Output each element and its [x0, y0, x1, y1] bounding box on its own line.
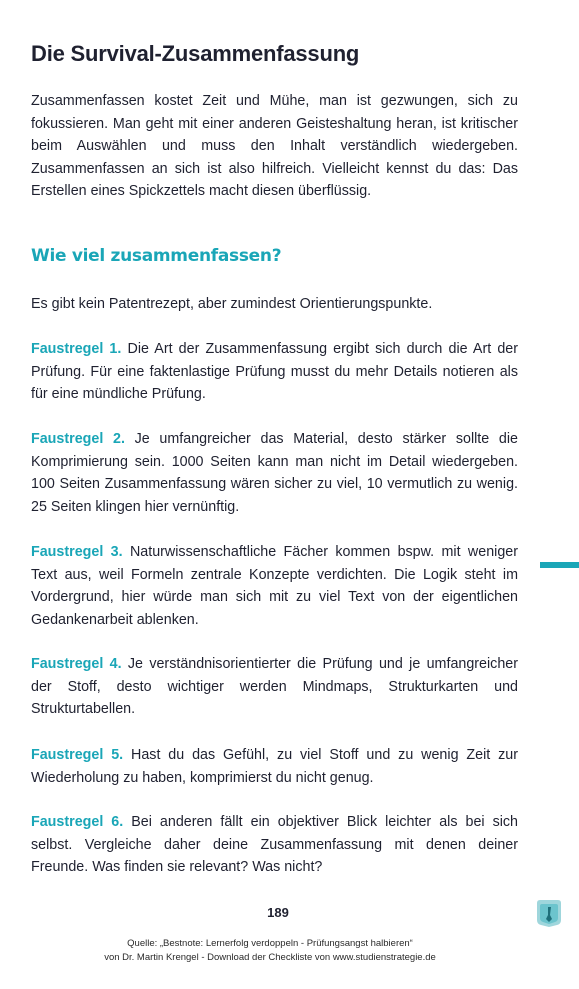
rule-paragraph-2: [31, 428, 518, 518]
studienstrategie-logo-icon: [536, 898, 562, 928]
footer-source-line-2: von Dr. Martin Krengel - Download der Checkliste von www.studienstrategie.de: [104, 952, 436, 963]
rule-paragraph-5: [31, 744, 518, 789]
rule-paragraph-6: [31, 811, 518, 879]
page-title: Die Survival-Zusammenfassung: [31, 41, 360, 66]
rule-label: Faustregel 5.: [31, 747, 124, 763]
chapter-side-tab: [540, 562, 579, 568]
section-heading: Wie viel zusammenfassen?: [31, 246, 282, 266]
rule-paragraph-4: [31, 653, 518, 721]
rule-label: Faustregel 4.: [31, 656, 122, 672]
rule-paragraph-3: [31, 541, 518, 631]
rule-label: Faustregel 3.: [31, 544, 123, 560]
rule-text: Naturwissenschaftliche Fächer kommen bspw. mit weniger Text aus, weil Formeln zentrale Konzepte verdichten. Die Logik steht im Vordergrund, hier würde man sich mit zu viel Text von der eigentlichen Gedankenarbeit ablenken.: [31, 544, 518, 628]
page-number: 189: [267, 905, 289, 920]
rule-label: Faustregel 1.: [31, 341, 122, 357]
lead-paragraph: Es gibt kein Patentrezept, aber zumindest Orientierungspunkte.: [31, 296, 433, 312]
rule-text: Je umfangreicher das Material, desto stärker sollte die Komprimierung sein. 1000 Seiten kann man nicht im Detail wiedergeben. 100 Seiten Zusammenfassung wären sicher zu viel, 10 vermutlich zu wenig. 25 Seiten klingen hier vernünftig.: [31, 431, 519, 515]
rule-text: Hast du das Gefühl, zu viel Stoff und zu wenig Zeit zur Wiederholung zu haben, komprimierst du nicht genug.: [31, 747, 518, 786]
rule-label: Faustregel 6.: [31, 814, 124, 830]
rule-text: Bei anderen fällt ein objektiver Blick leichter als bei sich selbst. Vergleiche daher deine Zusammenfassung mit denen deiner Freunde. Was finden sie relevant? Was nicht?: [31, 814, 518, 875]
footer-source-line-1: Quelle: „Bestnote: Lernerfolg verdoppeln - Prüfungsangst halbieren“: [127, 938, 413, 949]
rule-text: Je verständnisorientierter die Prüfung und je umfangreicher der Stoff, desto wichtiger werden Mindmaps, Strukturkarten und Strukturtabellen.: [31, 656, 518, 717]
intro-paragraph: Zusammenfassen kostet Zeit und Mühe, man ist gezwungen, sich zu fokussieren. Man geht mit einer anderen Geisteshaltung heran, ist kritischer beim Auswählen und muss den Inhalt verständlich wiedergeben. Zusammenfassen an sich ist also hilfreich. Vielleicht kennst du das: Das Erstellen eines Spickzettels macht diesen überflüssig.: [31, 93, 518, 199]
rule-paragraph-1: [31, 338, 518, 406]
rule-label: Faustregel 2.: [31, 431, 125, 447]
rule-text: Die Art der Zusammenfassung ergibt sich durch die Art der Prüfung. Für eine faktenlastige Prüfung musst du mehr Details notieren als für eine mündliche Prüfung.: [31, 341, 518, 402]
